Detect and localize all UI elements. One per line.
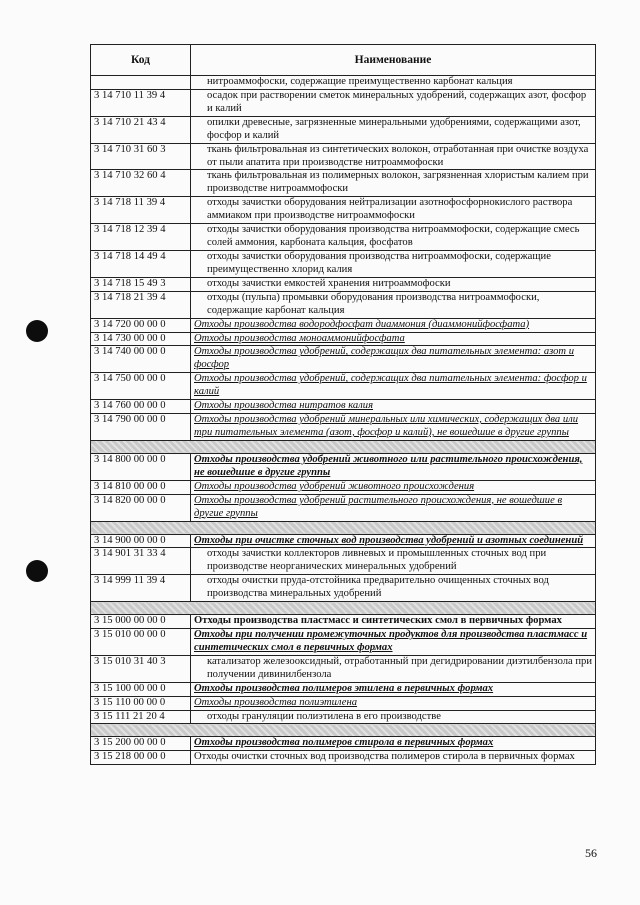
waste-name-cell: отходы зачистки коллекторов ливневых и промышленных сточных вод при производстве неорганических минеральных удобрений — [191, 548, 596, 575]
table-row — [91, 629, 596, 656]
waste-code-cell: 3 15 010 31 40 3 — [91, 655, 191, 682]
table-row — [91, 453, 596, 480]
table-row — [91, 373, 596, 400]
table-row — [91, 197, 596, 224]
waste-name-text: Отходы производства полимеров этилена в первичных формах — [194, 682, 494, 694]
waste-name-cell: нитроаммофоски, содержащие преимущественно карбонат кальция — [191, 76, 596, 90]
waste-code-cell: 3 14 710 11 39 4 — [91, 89, 191, 116]
waste-name-text: Отходы производства моноаммонийфосфата — [194, 332, 405, 344]
table-row — [91, 548, 596, 575]
table-row — [91, 414, 596, 441]
waste-name-text: Отходы при очистке сточных вод производства удобрений и азотных соединений — [194, 534, 584, 546]
waste-name-text: Отходы производства удобрений, содержащих два питательных элемента: фосфор и калий — [194, 373, 587, 398]
waste-code-cell: 3 14 710 32 60 4 — [91, 170, 191, 197]
waste-name-cell — [191, 737, 596, 751]
table-row — [91, 655, 596, 682]
waste-name-cell: отходы очистки пруда-отстойника предварительно очищенных сточных вод производства минеральных удобрений — [191, 575, 596, 602]
table-body — [91, 76, 596, 765]
section-separator — [91, 602, 596, 615]
waste-code-cell: 3 14 820 00 00 0 — [91, 494, 191, 521]
waste-name-text: Отходы производства удобрений растительного происхождения, не вошедшие в другие группы — [194, 494, 563, 519]
table-row — [91, 318, 596, 332]
table-row — [91, 494, 596, 521]
waste-name-cell — [191, 346, 596, 373]
waste-name-cell — [191, 373, 596, 400]
waste-name-text: Отходы производства удобрений животного происхождения — [194, 480, 475, 492]
table-row — [91, 400, 596, 414]
table-row — [91, 737, 596, 751]
waste-name-cell: отходы зачистки емкостей хранения нитроаммофоски — [191, 277, 596, 291]
waste-name-cell — [191, 629, 596, 656]
waste-name-text: Отходы производства водородфосфат диаммония (диаммонийфосфата) — [194, 318, 530, 330]
waste-name-text: Отходы производства удобрений животного или растительного происхождения, не вошедшие в другие группы — [194, 453, 583, 478]
waste-name-cell — [191, 534, 596, 548]
waste-name-cell — [191, 480, 596, 494]
table-row — [91, 575, 596, 602]
waste-code-cell: 3 14 720 00 00 0 — [91, 318, 191, 332]
waste-name-cell — [191, 318, 596, 332]
waste-code-cell: 3 14 718 14 49 4 — [91, 250, 191, 277]
waste-code-cell: 3 14 760 00 00 0 — [91, 400, 191, 414]
table-row — [91, 277, 596, 291]
waste-name-text: Отходы производства удобрений минеральных или химических, содержащих два или три питательных элемента (азот, фосфор и калий), не вошедшие в другие группы — [194, 414, 579, 438]
punch-hole-bottom — [26, 560, 48, 582]
waste-name-cell — [191, 400, 596, 414]
table-row — [91, 291, 596, 318]
table-row — [91, 224, 596, 251]
waste-name-text: Отходы производства полимеров стирола в первичных формах — [194, 737, 494, 749]
table-row — [91, 615, 596, 629]
section-separator — [91, 440, 596, 453]
waste-code-cell: 3 15 218 00 00 0 — [91, 751, 191, 765]
waste-name-cell: Отходы очистки сточных вод производства полимеров стирола в первичных формах — [191, 751, 596, 765]
table-row — [91, 534, 596, 548]
waste-code-cell: 3 14 790 00 00 0 — [91, 414, 191, 441]
waste-name-text: Отходы производства удобрений, содержащих два питательных элемента: азот и фосфор — [194, 346, 575, 371]
waste-classification-table — [90, 44, 596, 765]
table-row — [91, 480, 596, 494]
section-separator — [91, 521, 596, 534]
table-row — [91, 170, 596, 197]
table-row — [91, 76, 596, 90]
waste-name-cell — [191, 696, 596, 710]
waste-name-cell: отходы зачистки оборудования производства нитроаммофоски, содержащие преимущественно хлорид калия — [191, 250, 596, 277]
section-separator-row — [91, 440, 596, 453]
section-separator-row — [91, 521, 596, 534]
waste-name-cell: ткань фильтровальная из полимерных волокон, загрязненная хлористым калием при производстве нитроаммофоски — [191, 170, 596, 197]
waste-name-cell: отходы грануляции полиэтилена в его производстве — [191, 710, 596, 724]
waste-code-cell: 3 14 718 21 39 4 — [91, 291, 191, 318]
waste-name-text: Отходы производства нитратов калия — [194, 400, 374, 412]
section-separator-row — [91, 724, 596, 737]
table-row — [91, 250, 596, 277]
waste-name-text: Отходы при получении промежуточных продуктов для производства пластмасс и синтетических смол в первичных формах — [194, 629, 588, 653]
waste-code-cell: 3 14 718 15 49 3 — [91, 277, 191, 291]
waste-code-cell: 3 14 730 00 00 0 — [91, 332, 191, 346]
waste-code-cell: 3 14 710 31 60 3 — [91, 143, 191, 170]
waste-name-cell — [191, 682, 596, 696]
table-row — [91, 89, 596, 116]
waste-code-cell: 3 14 999 11 39 4 — [91, 575, 191, 602]
table-header-row — [91, 45, 596, 76]
waste-code-cell: 3 14 900 00 00 0 — [91, 534, 191, 548]
waste-code-cell: 3 14 710 21 43 4 — [91, 116, 191, 143]
section-separator-row — [91, 602, 596, 615]
page-number: 56 — [585, 846, 597, 860]
waste-name-cell: катализатор железооксидный, отработанный при дегидрировании диэтилбензола при получении дивинилбензола — [191, 655, 596, 682]
waste-code-cell: 3 15 110 00 00 0 — [91, 696, 191, 710]
waste-code-cell: 3 15 000 00 00 0 — [91, 615, 191, 629]
column-header-name: Наименование — [191, 45, 596, 76]
table-row — [91, 682, 596, 696]
waste-code-cell: 3 14 750 00 00 0 — [91, 373, 191, 400]
waste-name-cell: ткань фильтровальная из синтетических волокон, отработанная при очистке воздуха от пыли апатита при производстве нитроаммофоски — [191, 143, 596, 170]
waste-name-cell — [191, 414, 596, 441]
punch-hole-top — [26, 320, 48, 342]
waste-code-cell: 3 15 200 00 00 0 — [91, 737, 191, 751]
waste-code-cell: 3 15 010 00 00 0 — [91, 629, 191, 656]
table-row — [91, 751, 596, 765]
table-row — [91, 710, 596, 724]
section-separator — [91, 724, 596, 737]
waste-code-cell — [91, 76, 191, 90]
waste-code-cell: 3 14 901 31 33 4 — [91, 548, 191, 575]
waste-name-cell: Отходы производства пластмасс и синтетических смол в первичных формах — [191, 615, 596, 629]
table-row — [91, 696, 596, 710]
waste-name-cell — [191, 453, 596, 480]
waste-code-cell: 3 15 111 21 20 4 — [91, 710, 191, 724]
waste-code-cell: 3 14 810 00 00 0 — [91, 480, 191, 494]
waste-name-text: Отходы производства полиэтилена — [194, 696, 358, 708]
waste-code-cell: 3 14 718 12 39 4 — [91, 224, 191, 251]
waste-code-cell: 3 14 740 00 00 0 — [91, 346, 191, 373]
waste-name-cell — [191, 332, 596, 346]
waste-name-cell: отходы (пульпа) промывки оборудования производства нитроаммофоски, содержащие карбонат кальция — [191, 291, 596, 318]
table-row — [91, 143, 596, 170]
waste-name-cell: опилки древесные, загрязненные минеральными удобрениями, содержащими азот, фосфор и калий — [191, 116, 596, 143]
waste-code-cell: 3 14 800 00 00 0 — [91, 453, 191, 480]
table-row — [91, 346, 596, 373]
waste-code-cell: 3 15 100 00 00 0 — [91, 682, 191, 696]
table-row — [91, 116, 596, 143]
waste-name-cell: осадок при растворении сметок минеральных удобрений, содержащих азот, фосфор и калий — [191, 89, 596, 116]
column-header-code: Код — [91, 45, 191, 76]
waste-name-cell: отходы зачистки оборудования производства нитроаммофоски, содержащие смесь солей аммония, карбоната кальция, фосфатов — [191, 224, 596, 251]
table-row — [91, 332, 596, 346]
waste-name-cell: отходы зачистки оборудования нейтрализации азотнофосфорнокислого раствора аммиаком при производстве нитроаммофоски — [191, 197, 596, 224]
waste-name-cell — [191, 494, 596, 521]
waste-code-cell: 3 14 718 11 39 4 — [91, 197, 191, 224]
